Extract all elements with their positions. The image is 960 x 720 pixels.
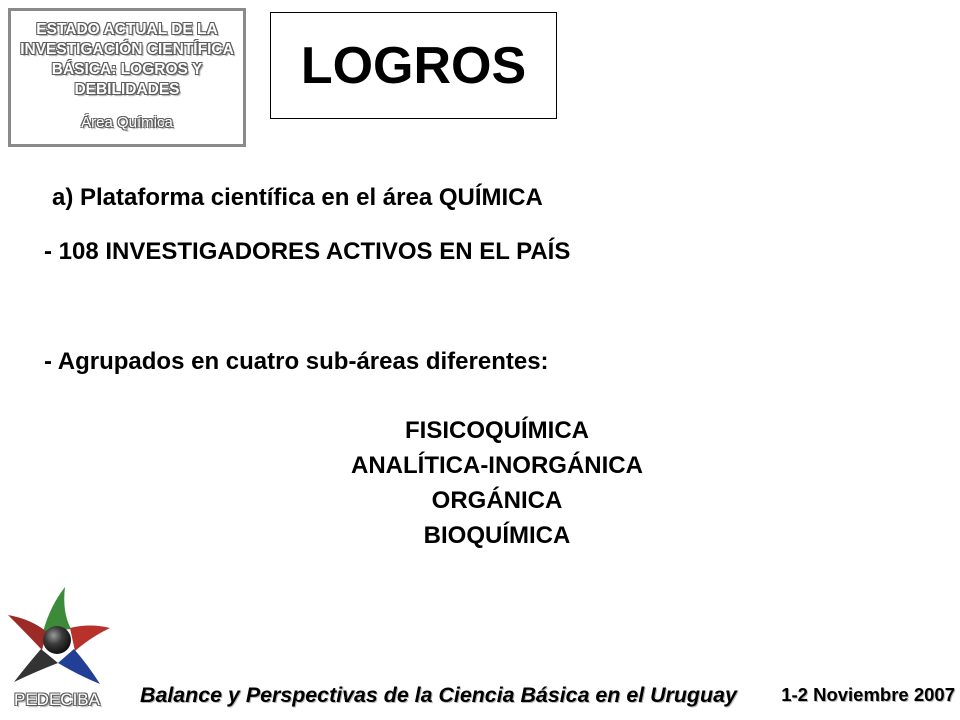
logo-sphere: [43, 626, 71, 654]
header-title-line: ESTADO ACTUAL DE LA: [36, 21, 218, 38]
pedeciba-star-logo-icon: [3, 582, 113, 688]
presentation-header-box: [8, 8, 246, 147]
subareas-list: [297, 413, 697, 553]
logo-arm-top: [43, 587, 71, 632]
subarea-item: FISICOQUÍMICA: [405, 417, 589, 444]
subarea-item: BIOQUÍMICA: [423, 522, 571, 549]
slide-title: LOGROS: [300, 36, 527, 95]
logo-arm-bottom-right: [58, 649, 100, 684]
researchers-count-point: - 108 INVESTIGADORES ACTIVOS EN EL PAÍS: [44, 238, 571, 265]
header-title-line: DEBILIDADES: [74, 81, 180, 98]
header-title-line: INVESTIGACIÓN CIENTÍFICA: [20, 41, 234, 58]
logo-arm-bottom-left: [14, 649, 58, 682]
subarea-item: ORGÁNICA: [431, 487, 563, 514]
section-heading: a) Plataforma científica en el área QUÍMICA: [52, 184, 543, 211]
logo-arm-left: [8, 615, 47, 650]
subarea-item: ANALÍTICA-INORGÁNICA: [351, 452, 643, 479]
slide-title-box: [270, 12, 557, 119]
logo-label: PEDECIBA: [14, 690, 100, 709]
header-title-line: BÁSICA: LOGROS Y: [51, 61, 203, 78]
subareas-intro-point: - Agrupados en cuatro sub-áreas diferentes:: [44, 348, 549, 375]
footer-event-title: Balance y Perspectivas de la Ciencia Básica en el Uruguay: [140, 683, 737, 707]
footer-date: 1-2 Noviembre 2007: [781, 684, 955, 705]
header-area-label: Área Química: [81, 114, 173, 131]
logo-arm-right: [70, 626, 110, 652]
